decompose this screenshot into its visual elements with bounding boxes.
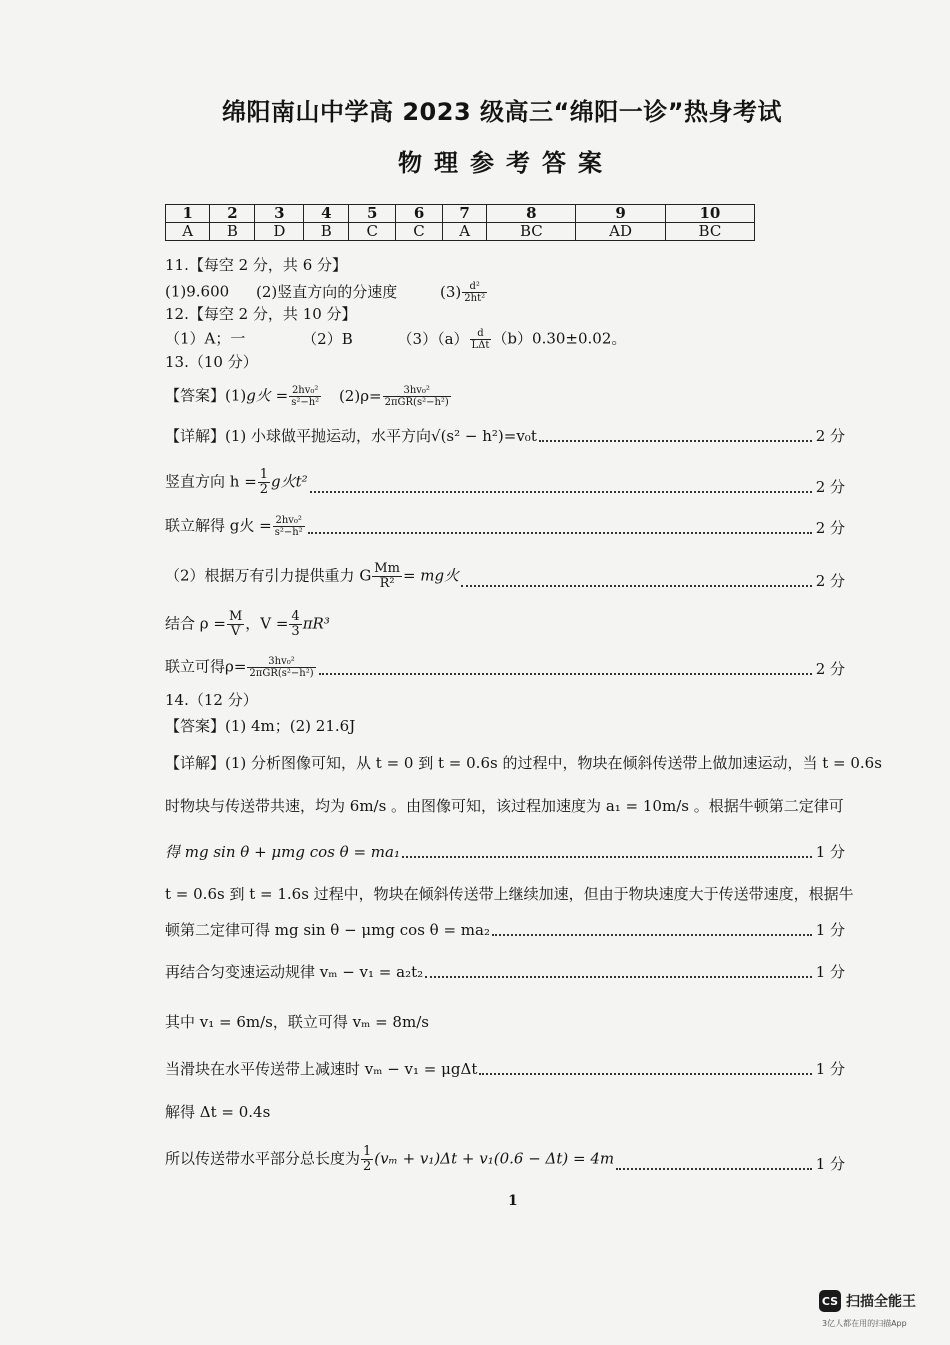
question-number: 6 — [396, 205, 443, 223]
step-fraction-volume — [289, 610, 301, 639]
step-text: 顿第二定律可得 mg sin θ − μmg cos θ = ma₂ — [165, 921, 490, 939]
fraction-denominator: 2 — [363, 1159, 372, 1174]
question-number: 4 — [304, 205, 349, 223]
step-mid: ，V = — [245, 614, 289, 633]
q12-answer-2: （2）B — [302, 329, 353, 348]
q14-heading: 14.（12 分） — [165, 691, 258, 709]
question-number: 7 — [442, 205, 486, 223]
step-score: 2 分 — [815, 519, 845, 537]
q14-answer: 【答案】(1) 4m；(2) 21.6J — [165, 717, 356, 735]
scanner-app-name: 扫描全能王 — [846, 1294, 916, 1310]
dot-leader — [492, 934, 812, 936]
q12-answer-3-fraction — [470, 328, 492, 351]
step-score: 1 分 — [815, 963, 845, 981]
multiple-choice-answer-table — [165, 204, 755, 241]
fraction-numerator: d — [470, 328, 492, 340]
q14-paragraph-9: 解得 Δt = 0.4s — [165, 1103, 271, 1121]
fraction-numerator: Mm — [374, 561, 400, 576]
step-score: 1 分 — [815, 1155, 845, 1173]
step-text — [165, 656, 317, 679]
step-rhs: = mg火 — [402, 566, 460, 585]
answer-letter: BC — [487, 223, 576, 241]
step-text — [165, 562, 459, 591]
answer-letter: C — [349, 223, 396, 241]
step-fraction — [273, 515, 305, 538]
page-number: 1 — [508, 1193, 518, 1209]
fraction-numerator: 3hv₀² — [247, 656, 315, 668]
fraction-denominator: 2ht² — [464, 293, 486, 304]
q11-answer-3-prefix: (3) — [440, 282, 462, 301]
fraction-numerator: 2hv₀² — [273, 515, 305, 527]
fraction-denominator: 2 — [259, 482, 269, 497]
q14-step-2 — [165, 920, 845, 940]
q14-step-3 — [165, 962, 845, 982]
dot-leader — [308, 532, 812, 534]
q14-step-5 — [165, 1145, 845, 1174]
q12-answer-3-prefix: （3）（a） — [397, 329, 469, 348]
step-lhs: 结合 ρ = — [165, 614, 226, 633]
q12-answer-1: （1）A；一 — [165, 329, 246, 348]
exam-title: 绵阳南山中学高 2023 级高三“绵阳一诊”热身考试 — [222, 98, 783, 126]
scanner-app-logo — [819, 1290, 916, 1312]
step-text — [165, 468, 308, 497]
dot-leader — [539, 440, 812, 442]
fraction-numerator: d² — [462, 281, 487, 293]
q13-step-3 — [165, 515, 845, 538]
q11-answer-1: (1)9.600 — [165, 282, 230, 301]
question-number: 10 — [665, 205, 754, 223]
answer-letter: B — [304, 223, 349, 241]
fraction-denominator: s²−h² — [291, 397, 320, 408]
question-number: 9 — [576, 205, 665, 223]
answer-letter: C — [396, 223, 443, 241]
scanner-app-tagline: 3亿人都在用的扫描App — [822, 1319, 907, 1328]
fraction-denominator: 3 — [291, 624, 300, 639]
answer-letter: D — [255, 223, 304, 241]
q13-step-4 — [165, 562, 845, 591]
q14-paragraph-4: t = 0.6s 到 t = 1.6s 过程中，物块在倾斜传送带上继续加速，但由于物块速度大于传送带速度，根据牛 — [165, 885, 854, 903]
step-score: 2 分 — [815, 427, 845, 445]
step-rhs: g火t² — [271, 472, 308, 491]
fraction-denominator: V — [230, 624, 241, 639]
step-score: 1 分 — [815, 843, 845, 861]
q13-answer-prefix: 【答案】(1) — [165, 386, 247, 405]
fraction-numerator: 2hv₀² — [289, 385, 321, 397]
question-number: 3 — [255, 205, 304, 223]
step-fraction — [361, 1145, 373, 1174]
q14-step-4 — [165, 1059, 845, 1079]
fraction-denominator: s²−h² — [274, 527, 303, 538]
q14-paragraph-1: 【详解】(1) 分析图像可知，从 t = 0 到 t = 0.6s 的过程中，物块在倾斜传送带上做加速运动，当 t = 0.6s — [165, 754, 882, 772]
answer-letter: A — [166, 223, 210, 241]
step-text — [165, 1145, 614, 1174]
q12-answers — [165, 328, 626, 351]
q11-answer-3-fraction — [462, 281, 487, 304]
dot-leader — [479, 1073, 811, 1075]
step-rhs: πR³ — [302, 614, 330, 633]
answer-letter: A — [442, 223, 486, 241]
step-score: 2 分 — [815, 572, 845, 590]
step-text: 得 mg sin θ + μmg cos θ = ma₁ — [165, 843, 400, 861]
step-lhs: （2）根据万有引力提供重力 G — [165, 566, 372, 585]
q13-step-1 — [165, 426, 845, 446]
fraction-numerator: 4 — [291, 609, 300, 624]
q11-answers — [165, 281, 488, 304]
answer-letter-row — [166, 223, 755, 241]
step-text: 【详解】(1) 小球做平抛运动，水平方向√(s² − h²)=v₀t — [165, 427, 537, 445]
fraction-numerator: 1 — [259, 467, 269, 482]
fraction-numerator: 1 — [363, 1144, 372, 1159]
q13-answer-g-fraction — [289, 385, 321, 408]
step-fraction — [258, 468, 270, 497]
answer-letter: AD — [576, 223, 665, 241]
q14-paragraph-7: 其中 v₁ = 6m/s，联立可得 vₘ = 8m/s — [165, 1013, 429, 1031]
step-score: 2 分 — [815, 478, 845, 496]
step-text: 再结合匀变速运动规律 vₘ − v₁ = a₂t₂ — [165, 963, 424, 981]
step-lhs: 联立可得ρ= — [165, 657, 247, 676]
camscanner-logo-icon: CS — [819, 1290, 841, 1312]
q14-paragraph-2: 时物块与传送带共速，均为 6m/s 。由图像可知，该过程加速度为 a₁ = 10m/s 。根据牛顿第二定律可 — [165, 797, 844, 815]
step-score: 1 分 — [815, 921, 845, 939]
answer-letter: B — [210, 223, 255, 241]
q13-step-2 — [165, 468, 845, 497]
q13-answer — [165, 385, 452, 408]
step-text: 当滑块在水平传送带上减速时 vₘ − v₁ = μgΔt — [165, 1060, 478, 1078]
q11-heading: 11.【每空 2 分，共 6 分】 — [165, 256, 348, 274]
fraction-denominator: 2πGR(s²−h²) — [249, 668, 314, 679]
question-number: 1 — [166, 205, 210, 223]
step-text — [165, 515, 306, 538]
step-score: 2 分 — [815, 660, 845, 678]
step-fraction — [372, 562, 402, 591]
q13-step-5 — [165, 610, 330, 639]
fraction-denominator: R² — [379, 576, 395, 591]
fraction-denominator: LΔt — [471, 340, 490, 351]
q12-heading: 12.【每空 2 分，共 10 分】 — [165, 305, 357, 323]
dot-leader — [310, 491, 812, 493]
dot-leader — [425, 976, 812, 978]
step-score: 1 分 — [815, 1060, 845, 1078]
question-number: 2 — [210, 205, 255, 223]
dot-leader — [616, 1168, 812, 1170]
q13-answer-g-lhs: g火 = — [246, 386, 289, 405]
q13-heading: 13.（10 分） — [165, 353, 258, 371]
step-lhs: 联立解得 g火 = — [165, 516, 272, 535]
fraction-numerator: M — [228, 609, 243, 624]
step-fraction — [247, 656, 315, 679]
step-fraction-density — [227, 610, 244, 639]
answer-letter: BC — [665, 223, 754, 241]
question-number: 5 — [349, 205, 396, 223]
question-number: 8 — [487, 205, 576, 223]
q13-answer-rho-lhs: (2)ρ= — [338, 386, 382, 405]
fraction-denominator: 2πGR(s²−h²) — [384, 397, 449, 408]
q12-answer-3-suffix: （b）0.30±0.02。 — [492, 329, 627, 348]
q13-answer-rho-fraction — [383, 385, 451, 408]
step-rhs: (vₘ + v₁)Δt + v₁(0.6 − Δt) = 4m — [374, 1149, 615, 1168]
dot-leader — [319, 673, 812, 675]
step-lhs: 竖直方向 h = — [165, 472, 257, 491]
dot-leader — [461, 585, 812, 587]
q13-step-6 — [165, 656, 845, 679]
fraction-numerator: 3hv₀² — [383, 385, 451, 397]
question-number-row — [166, 205, 755, 223]
q11-answer-2: (2)竖直方向的分速度 — [255, 282, 398, 301]
exam-subtitle: 物理参考答案 — [398, 149, 614, 177]
q14-step-1 — [165, 842, 845, 862]
dot-leader — [402, 856, 812, 858]
step-lhs: 所以传送带水平部分总长度为 — [165, 1149, 361, 1168]
